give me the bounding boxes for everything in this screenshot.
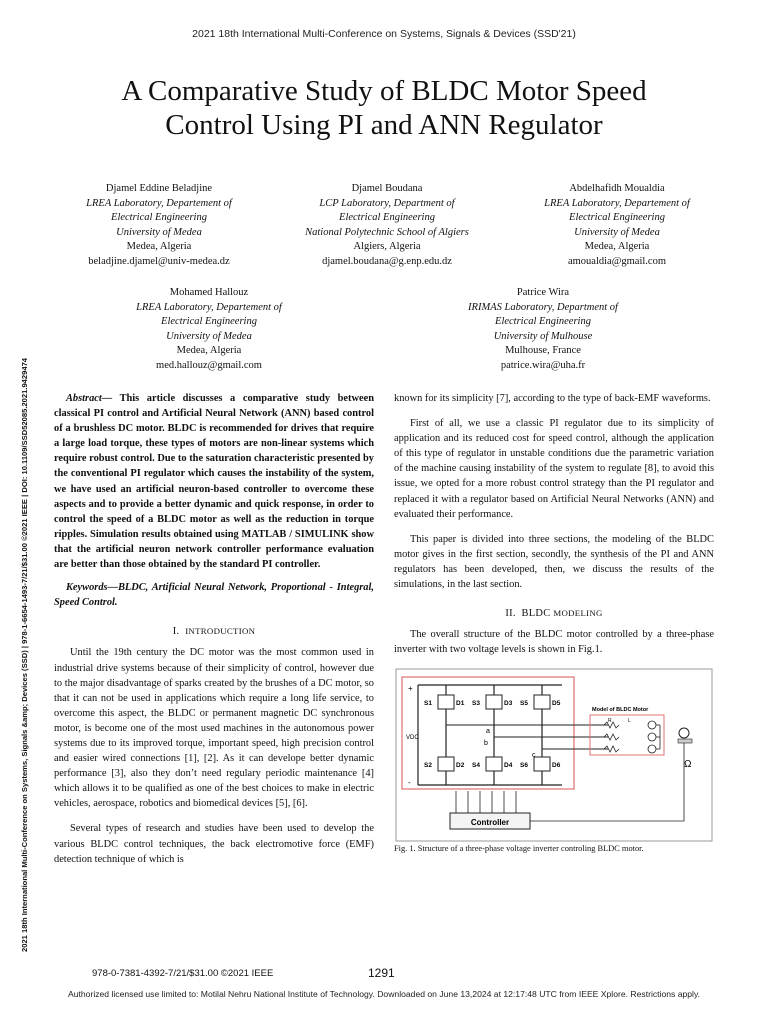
author-email: med.hallouz@gmail.com <box>156 359 262 371</box>
section-title-a: BLDC <box>521 608 551 620</box>
conference-header: 2021 18th International Multi-Conference on Systems, Signals & Devices (SSD'21) <box>192 28 576 40</box>
inverter-leg-1 <box>424 685 465 785</box>
author-city: Medea, Algeria <box>126 241 192 253</box>
author-name: Abdelhafidh Moualdia <box>569 183 665 194</box>
diode-label: D2 <box>456 762 465 770</box>
author-affiliation: Electrical Engineering <box>569 212 665 224</box>
phase-c-label: c <box>532 752 536 760</box>
right-paragraph-1: known for its simplicity [7], according to the type of back-EMF waveforms. <box>394 393 711 404</box>
resistor-label: R <box>608 718 612 725</box>
section-heading-bldc-modeling <box>394 606 714 621</box>
inverter-leg-3 <box>520 685 561 785</box>
switch-label: S3 <box>472 700 480 708</box>
author-city: Medea, Algeria <box>176 345 242 357</box>
paper-title <box>60 74 708 142</box>
switch-label: S6 <box>520 762 528 770</box>
minus-label: - <box>408 778 411 788</box>
author-city: Medea, Algeria <box>584 241 650 253</box>
section-heading-introduction <box>54 624 374 639</box>
author-city: Algiers, Algeria <box>353 241 421 253</box>
author-name: Djamel Eddine Beladjine <box>105 183 213 194</box>
author-affiliation: Electrical Engineering <box>339 212 435 224</box>
speed-sensor <box>679 728 689 738</box>
author-affiliation: Electrical Engineering <box>161 316 257 328</box>
author-affiliation: National Polytechnic School of Algiers <box>305 226 469 238</box>
figure-1 <box>394 667 714 843</box>
motor-model-label: Model of BLDC Motor <box>592 707 649 714</box>
right-paragraph-3: This paper is divided into three sections, the modeling of the BLDC motor gives in the first section, secondly, the synthesis of the PI and ANN regulators has been developed, then, we discuss the results of the simulations, in the last section. <box>394 533 714 591</box>
diode-label: D4 <box>504 762 513 770</box>
author-affiliation: LREA Laboratory, Departement of <box>136 301 282 313</box>
vdc-label: VDC <box>406 735 419 742</box>
abstract-text: This article discusses a comparative study between classical PI control and Artificial Neural Network (ANN) based control of a brushless DC motor. BLDC is recommended for drives that require a large load torque, these types of motors are non-linear systems which require robust control. Due to the saturation characteristic presented by the conventional PI regulator which causes the instability of the system, we have used an artificial neuron-based controller to overcome these aspects and to provide a better dynamic and quick response, in order to control the speed of a BLDC motor as well as the reduction in torque ripples. Simulation results obtained using MATLAB / SIMULINK show that the artificial neuron network controller performance evaluation are better than those obtained by the standard PI controller. <box>54 393 374 571</box>
author-email: amoualdia@gmail.com <box>567 255 667 267</box>
abstract-lead: Abstract— <box>66 393 113 404</box>
section-title: INTRODUCTION <box>185 626 256 637</box>
author-block-1 <box>54 182 264 270</box>
title-line-1: A Comparative Study of BLDC Motor Speed <box>121 75 647 107</box>
author-email: patrice.wira@uha.fr <box>500 359 586 371</box>
license-notice: Authorized licensed use limited to: Motilal Nehru National Institute of Technology. Downloaded on June 13,2024 at 12:17:48 UTC from IEEE Xplore. Restrictions apply. <box>68 989 700 999</box>
author-affiliation: Electrical Engineering <box>111 212 207 224</box>
author-affiliation: LREA Laboratory, Departement of <box>544 197 690 209</box>
author-block-3 <box>511 182 723 270</box>
intro-paragraph-1: Until the 19th century the DC motor was the most common used in industrial drive systems because of their simplicity of control, however due to the major disadvantage of sparks created by the brushes of a DC motor, so that it can not be used in applications which require a long life service, to overcome this aspect, the BLDC or permanent magnetic DC synchronous motor, is become one of the most used machines in the autonomous power systems due to its improved torque, important speed, high precision control and easier wired connections [1], [2]. As it can develope better dynamic performance [3], also they don’t need regulary periodic maintenance [4] which allows it to be qualified as one of the best choices to make in electric vehicles, aerospace, robotics and biomedical devices [5], [6]. <box>54 647 374 810</box>
controller-label: Controller <box>470 818 510 828</box>
diode-label: D3 <box>504 700 513 708</box>
author-affiliation: Electrical Engineering <box>495 316 591 328</box>
author-name: Patrice Wira <box>516 287 570 298</box>
footer-isbn: 978-0-7381-4392-7/21/$31.00 ©2021 IEEE <box>92 968 274 979</box>
plus-label: + <box>408 684 413 694</box>
author-affiliation: University of Medea <box>574 226 660 238</box>
switch-label: S1 <box>424 700 432 708</box>
author-email: beladjine.djamel@univ-medea.dz <box>88 255 230 267</box>
author-name: Djamel Boudana <box>351 183 423 194</box>
author-email: djamel.boudana@g.enp.edu.dz <box>322 255 452 267</box>
title-line-2: Control Using PI and ANN Regulator <box>165 109 603 141</box>
diode-label: D5 <box>552 700 561 708</box>
inverter-diagram <box>394 667 714 843</box>
gate-signal-arrows <box>456 791 516 813</box>
author-affiliation: University of Medea <box>116 226 202 238</box>
author-name: Mohamed Hallouz <box>169 287 249 298</box>
author-block-5 <box>438 286 648 374</box>
left-column <box>54 391 374 867</box>
author-affiliation: University of Mulhouse <box>493 330 593 342</box>
section-number: II. <box>505 608 516 620</box>
figure-caption: Fig. 1. Structure of a three-phase voltage inverter controling BLDC motor. <box>394 844 644 854</box>
author-affiliation: University of Medea <box>166 330 252 342</box>
author-city: Mulhouse, France <box>505 345 581 357</box>
inductor-label: L <box>628 718 631 725</box>
section2-paragraph-1: The overall structure of the BLDC motor controlled by a three-phase inverter with two voltage levels is shown in Fig.1. <box>394 629 714 656</box>
inverter-leg-2 <box>472 685 513 785</box>
switch-label: S4 <box>472 762 480 770</box>
author-affiliation: LREA Laboratory, Departement of <box>86 197 232 209</box>
keywords: Keywords—BLDC, Artificial Neural Network, Proportional - Integral, Speed Control. <box>54 582 374 609</box>
section-title-b: MODELING <box>553 608 603 619</box>
motor-windings <box>604 718 660 753</box>
diode-label: D6 <box>552 762 561 770</box>
switch-label: S2 <box>424 762 432 770</box>
section-number: I. <box>172 626 180 638</box>
right-paragraph-2: First of all, we use a classic PI regulator due to its simplicity of application and its reduced cost for speed control, although the application of this type of regulator in unstable conditions due the parametric variation of the machine causing instability of the system to regulate [8], to avoid this issue, we opted for a more robust control strategy than the PI regulator and replaced it with a regulator based on Artificial Neural Networks (ANN) and evaluated their performance. <box>394 418 714 520</box>
intro-paragraph-2: Several types of research and studies have been used to develop the various BLDC control techniques, the back electromotive force (EMF) detection technique of which is <box>54 823 374 865</box>
right-column <box>394 391 714 854</box>
phase-a-label: a <box>486 728 490 736</box>
page-number: 1291 <box>368 966 395 980</box>
omega-label: Ω <box>684 759 692 771</box>
switch-label: S5 <box>520 700 528 708</box>
author-block-4 <box>104 286 314 374</box>
abstract <box>54 391 374 572</box>
author-block-2 <box>282 182 492 270</box>
diode-label: D1 <box>456 700 465 708</box>
author-affiliation: IRIMAS Laboratory, Department of <box>468 301 618 313</box>
author-affiliation: LCP Laboratory, Department of <box>319 197 455 209</box>
phase-b-label: b <box>484 740 488 748</box>
side-doi-text: 2021 18th International Multi-Conference on Systems, Signals &amp; Devices (SSD) | 978-1-6654-1493-7/21/$31.00 ©2021 IEEE | DOI: 10.1109/SSD52085.2021.9429474 <box>20 357 29 952</box>
